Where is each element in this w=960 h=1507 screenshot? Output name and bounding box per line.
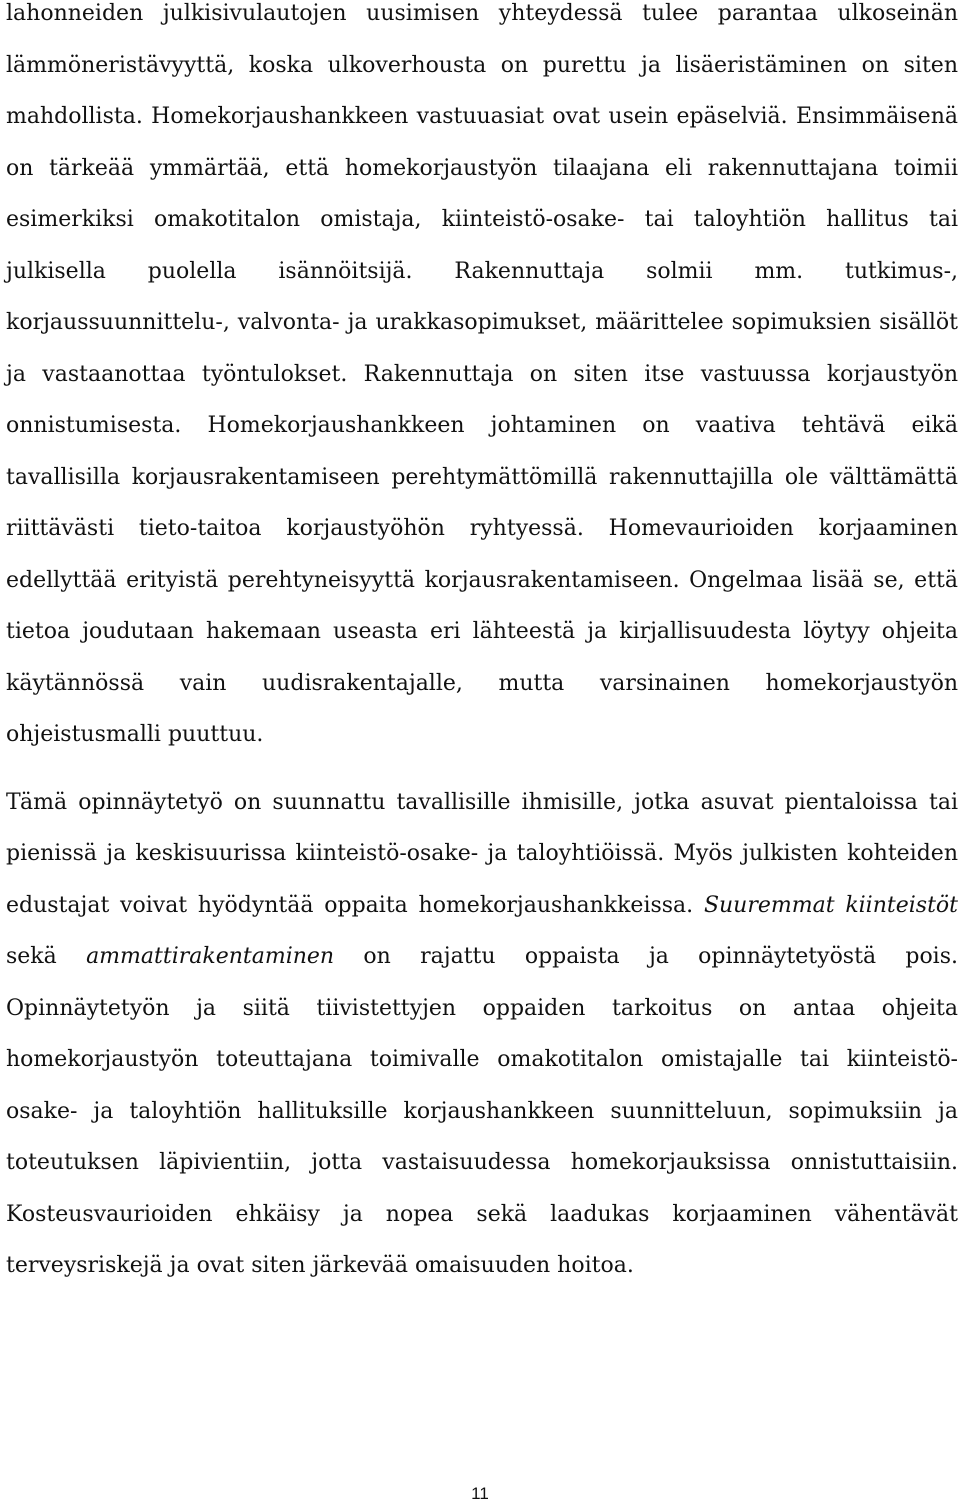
paragraph-2-text-run-1: Tämä opinnäytetyö on suunnattu tavallisille ihmisille, jotka asuvat pientaloissa tai pienissä ja keskisuurissa kiinteistö-osake- ja taloyhtiöissä. Myös julkisten kohteiden edustajat voivat hyödyntää oppaita homekorjaushankkeissa. bbox=[6, 789, 958, 918]
document-page bbox=[6, 0, 958, 1292]
body-paragraph-1: lahonneiden julkisivulautojen uusimisen yhteydessä tulee parantaa ulkoseinän lämmöneristävyyttä, koska ulkoverhousta on purettu ja lisäeristäminen on siten mahdollista. Homekorjaushankkeen vastuuasiat ovat usein epäselviä. Ensimmäisenä on tärkeää ymmärtää, että homekorjaustyön tilaajana eli rakennuttajana toimii esimerkiksi omakotitalon omistaja, kiinteistö-osake- tai taloyhtiön hallitus tai julkisella puolella isännöitsijä. Rakennuttaja solmii mm. tutkimus-, korjaussuunnittelu-, valvonta- ja urakkasopimukset, määrittelee sopimuksien sisällöt ja vastaanottaa työntulokset. Rakennuttaja on siten itse vastuussa korjaustyön onnistumisesta. Homekorjaushankkeen johtaminen on vaativa tehtävä eikä tavallisilla korjausrakentamiseen perehtymättömillä rakennuttajilla ole välttämättä riittävästi tieto-taitoa korjaustyöhön ryhtyessä. Homevaurioiden korjaaminen edellyttää erityistä perehtyneisyyttä korjausrakentamiseen. Ongelmaa lisää se, että tietoa joudutaan hakemaan useasta eri lähteestä ja kirjallisuudesta löytyy ohjeita käytännössä vain uudisrakentajalle, mutta varsinainen homekorjaustyön ohjeistusmalli puuttuu. bbox=[6, 1, 958, 747]
paragraph-2-text-run-3: on rajattu oppaista ja opinnäytetyöstä pois. Opinnäytetyön ja siitä tiivistettyjen oppaiden tarkoitus on antaa ohjeita homekorjaustyön toteuttajana toimivalle omakotitalon omistajalle tai kiinteistö-osake- ja taloyhtiön hallituksille korjaushankkeen suunnitteluun, sopimuksiin ja toteutuksen läpivientiin, jotta vastaisuudessa homekorjauksissa onnistuttaisiin. Kosteusvaurioiden ehkäisy ja nopea sekä laadukas korjaaminen vähentävät terveysriskejä ja ovat siten järkevää omaisuuden hoitoa. bbox=[6, 944, 959, 1278]
paragraph-2-italic-run-2: ammattirakentaminen bbox=[86, 944, 335, 969]
paragraph-2-text-run-2: sekä bbox=[6, 944, 87, 969]
paragraph-2-italic-run-1: Suuremmat kiinteistöt bbox=[703, 892, 959, 918]
page-number: 11 bbox=[471, 1484, 489, 1503]
body-paragraph-2 bbox=[6, 777, 958, 1292]
